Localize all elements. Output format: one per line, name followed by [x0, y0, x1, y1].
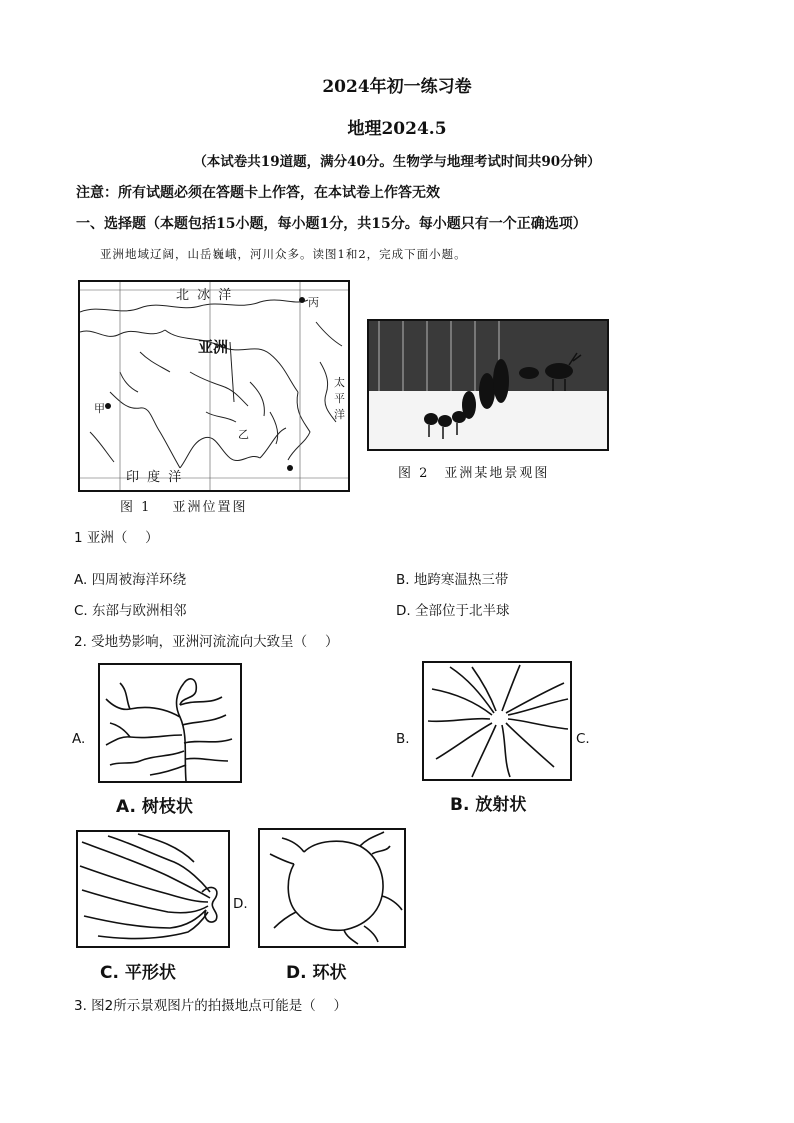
q2-option-b-caption: B. 放射状 — [450, 795, 527, 815]
option-label: B. — [396, 572, 410, 588]
q2-option-c-caption: C. 平形状 — [100, 963, 176, 983]
option-text: 地跨寒温热三带 — [413, 572, 509, 588]
q1-option-a[interactable] — [74, 568, 186, 588]
map-label-yi: 乙 — [238, 428, 249, 441]
q2-option-c-figure[interactable] — [76, 830, 230, 948]
map-label-pacific-2: 平 — [334, 392, 345, 405]
landscape-photo — [367, 319, 609, 451]
q2-option-d-figure[interactable] — [258, 828, 406, 948]
map-label-asia: 亚洲 — [198, 338, 229, 356]
q2-option-d-label[interactable]: D. — [233, 896, 248, 912]
option-label: D. — [396, 603, 411, 619]
q2-option-a-figure[interactable] — [98, 663, 242, 783]
map-label-pacific-1: 太 — [334, 376, 345, 389]
option-text: 全部位于北半球 — [414, 603, 510, 619]
option-label: C. — [74, 603, 88, 619]
dendritic-river-drawing — [100, 665, 240, 781]
option-text: 东部与欧洲相邻 — [92, 603, 187, 619]
figure-1-caption: 图 1 亚洲位置图 — [120, 500, 248, 515]
map-label-pacific-3: 洋 — [334, 408, 345, 421]
map-label-indian-ocean: 印 度 洋 — [126, 470, 184, 485]
exam-subtitle: 地理2024.5 — [347, 119, 447, 139]
q1-option-c[interactable] — [74, 599, 187, 619]
q2-option-a-caption: A. 树枝状 — [116, 797, 193, 817]
exam-info: （本试卷共19道题，满分40分。生物学与地理考试时间共90分钟） — [193, 154, 601, 170]
section-heading: 一、选择题（本题包括15小题，每小题1分，共15分。每小题只有一个正确选项） — [76, 216, 587, 232]
option-text: 四周被海洋环绕 — [91, 572, 187, 588]
landscape-photo-drawing — [369, 321, 607, 449]
exam-title: 2024年初一练习卷 — [322, 77, 472, 97]
q2-option-b-figure[interactable] — [422, 661, 572, 781]
asia-map-drawing — [80, 282, 348, 490]
map-label-jia: 甲 — [94, 402, 105, 415]
map-label-bing: 丙 — [308, 296, 319, 309]
section-intro: 亚洲地域辽阔，山岳巍峨，河川众多。读图1和2，完成下面小题。 — [100, 247, 467, 261]
exam-notice: 注意：所有试题必须在答题卡上作答，在本试卷上作答无效 — [76, 185, 440, 201]
map-label-north-ocean: 北 冰 洋 — [176, 288, 234, 303]
figure-2-caption: 图 2 亚洲某地景观图 — [398, 466, 550, 481]
question-3-stem: 3. 图2所示景观图片的拍摄地点可能是（ ） — [74, 998, 348, 1014]
q1-option-d[interactable] — [396, 599, 509, 619]
q2-option-c-label[interactable]: C. — [576, 731, 590, 747]
radial-river-drawing — [424, 663, 570, 779]
q2-option-b-label[interactable]: B. — [396, 731, 410, 747]
q2-option-a-label[interactable]: A. — [72, 731, 86, 747]
annular-river-drawing — [260, 830, 404, 946]
asia-map-figure — [78, 280, 350, 492]
question-2-stem: 2. 受地势影响，亚洲河流流向大致呈（ ） — [74, 634, 339, 650]
q2-option-d-caption: D. 环状 — [286, 963, 347, 983]
q1-option-b[interactable] — [396, 568, 508, 588]
question-1-stem: 1 亚洲（ ） — [74, 530, 159, 546]
option-label: A. — [74, 572, 88, 588]
parallel-river-drawing — [78, 832, 228, 946]
